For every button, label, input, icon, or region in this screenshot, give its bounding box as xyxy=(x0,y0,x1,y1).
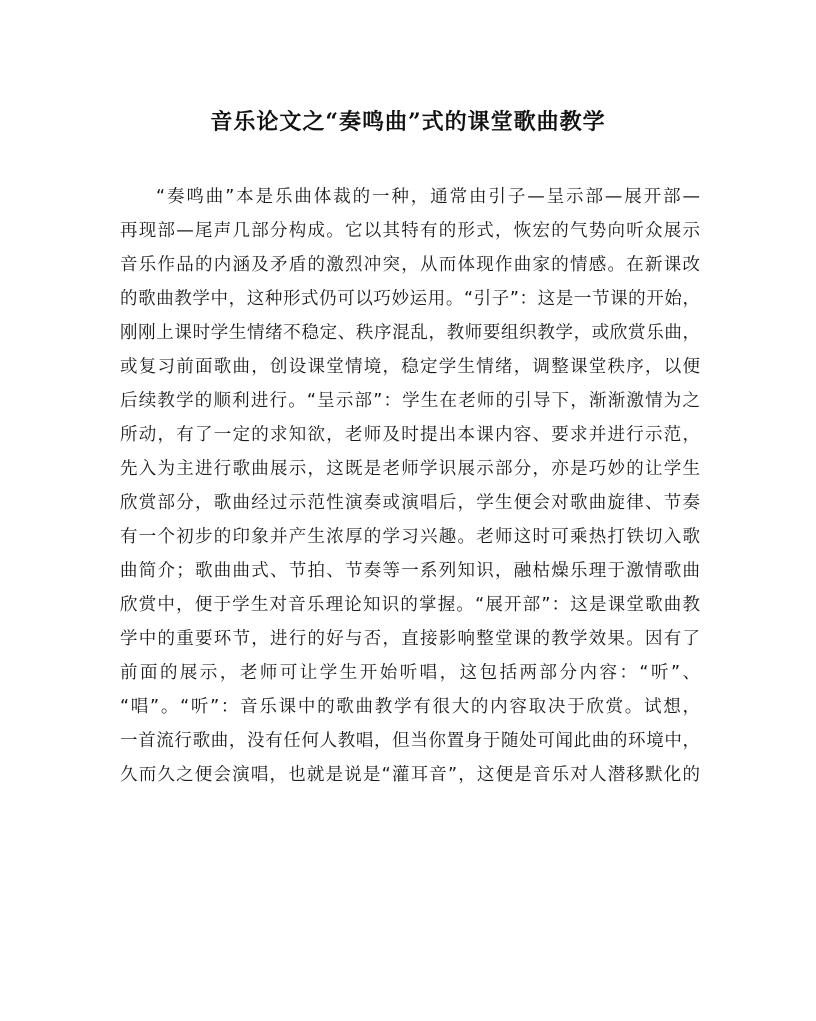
body-line: “奏鸣曲”本是乐曲体裁的一种，通常由引子—呈示部—展开部— xyxy=(156,187,700,207)
body-line: 的歌曲教学中，这种形式仍可以巧妙运用。“引子”：这是一节课的开始， xyxy=(120,289,700,309)
document-body xyxy=(120,180,700,792)
body-line: 有一个初步的印象并产生浓厚的学习兴趣。老师这时可乘热打铁切入歌 xyxy=(120,527,700,547)
body-line: 所动，有了一定的求知欲，老师及时提出本课内容、要求并进行示范， xyxy=(120,425,700,445)
body-line: 或复习前面歌曲，创设课堂情境，稳定学生情绪，调整课堂秩序，以便 xyxy=(120,357,700,377)
body-line: 先入为主进行歌曲展示，这既是老师学识展示部分，亦是巧妙的让学生 xyxy=(120,459,700,479)
body-line: “唱”。“听”：音乐课中的歌曲教学有很大的内容取决于欣赏。试想， xyxy=(120,697,700,717)
body-line: 欣赏部分，歌曲经过示范性演奏或演唱后，学生便会对歌曲旋律、节奏 xyxy=(120,493,700,513)
body-line: 音乐作品的内涵及矛盾的激烈冲突，从而体现作曲家的情感。在新课改 xyxy=(120,255,700,275)
body-line: 前面的展示，老师可让学生开始听唱，这包括两部分内容：“听”、 xyxy=(120,663,700,683)
body-line: 久而久之便会演唱，也就是说是“灌耳音”，这便是音乐对人潜移默化的 xyxy=(120,765,700,785)
document-title: 音乐论文之“奏鸣曲”式的课堂歌曲教学 xyxy=(210,109,606,135)
body-line: 学中的重要环节，进行的好与否，直接影响整堂课的教学效果。因有了 xyxy=(120,629,700,649)
body-line: 后续教学的顺利进行。“呈示部”：学生在老师的引导下，渐渐激情为之 xyxy=(120,391,700,411)
body-line: 欣赏中，便于学生对音乐理论知识的掌握。“展开部”：这是课堂歌曲教 xyxy=(120,595,700,615)
body-line: 一首流行歌曲，没有任何人教唱，但当你置身于随处可闻此曲的环境中， xyxy=(120,731,700,751)
body-line: 刚刚上课时学生情绪不稳定、秩序混乱，教师要组织教学，或欣赏乐曲， xyxy=(120,323,700,343)
body-line: 再现部—尾声几部分构成。它以其特有的形式，恢宏的气势向听众展示 xyxy=(120,221,700,241)
body-line: 曲简介；歌曲曲式、节拍、节奏等一系列知识，融枯燥乐理于激情歌曲 xyxy=(120,561,700,581)
